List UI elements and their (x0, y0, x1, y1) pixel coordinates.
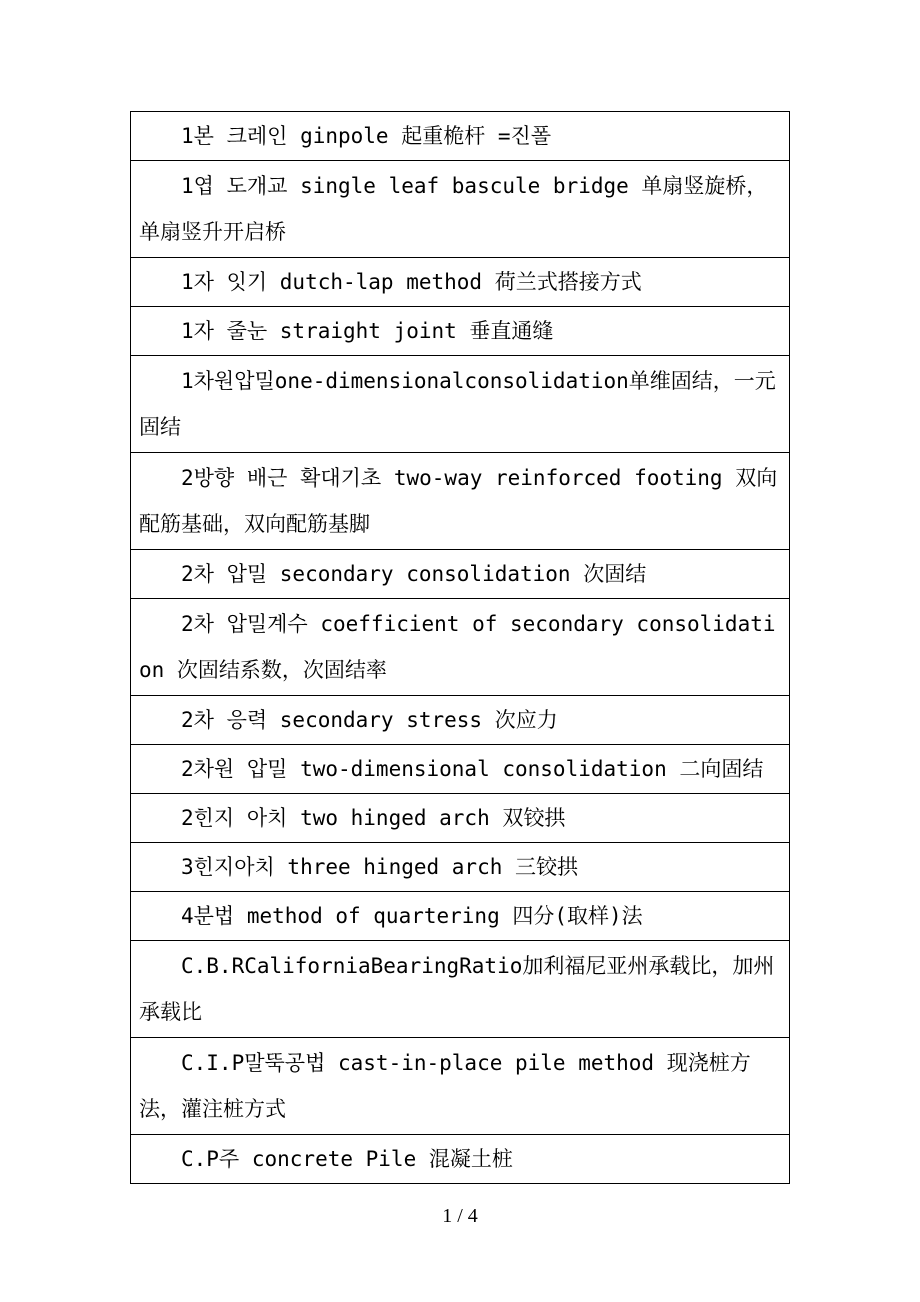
glossary-entry-cell (131, 843, 790, 892)
glossary-entry-text: 2차 압밀 secondary consolidation 次固结 (181, 562, 647, 586)
glossary-table (130, 111, 790, 1184)
glossary-entry-cell (131, 745, 790, 794)
glossary-entry-text: C.P주 concrete Pile 混凝土桩 (181, 1147, 513, 1171)
glossary-entry-text: 2방향 배근 확대기초 two-way reinforced footing 双向配筋基础，双向配筋基脚 (139, 466, 778, 536)
glossary-entry-text: 1차원압밀one-dimensionalconsolidation单维固结，一元固结 (139, 369, 776, 439)
glossary-entry-cell (131, 941, 790, 1038)
glossary-entry-cell (131, 356, 790, 453)
table-row (131, 550, 790, 599)
table-row (131, 1135, 790, 1184)
page-number: 1 / 4 (442, 1205, 478, 1227)
table-row (131, 941, 790, 1038)
glossary-entry-cell (131, 550, 790, 599)
table-row (131, 258, 790, 307)
glossary-entry-cell (131, 892, 790, 941)
table-row (131, 1038, 790, 1135)
glossary-table-body (131, 112, 790, 1184)
glossary-entry-text: 2힌지 아치 two hinged arch 双铰拱 (181, 806, 566, 830)
glossary-entry-cell (131, 1135, 790, 1184)
glossary-entry-cell (131, 794, 790, 843)
glossary-entry-text: C.I.P말뚝공법 cast-in-place pile method 现浇桩方法，灌注桩方式 (139, 1051, 751, 1121)
table-row (131, 307, 790, 356)
glossary-entry-text: 3힌지아치 three hinged arch 三铰拱 (181, 855, 579, 879)
glossary-entry-text: 2차 응력 secondary stress 次应力 (181, 708, 558, 732)
glossary-entry-cell (131, 599, 790, 696)
table-row (131, 112, 790, 161)
glossary-entry-text: C.B.RCaliforniaBearingRatio加利福尼亚州承载比，加州承载比 (139, 954, 775, 1024)
table-row (131, 356, 790, 453)
table-row (131, 794, 790, 843)
glossary-entry-text: 1본 크레인 ginpole 起重桅杆 =진폴 (181, 124, 552, 148)
table-row (131, 453, 790, 550)
glossary-entry-cell (131, 161, 790, 258)
table-row (131, 843, 790, 892)
glossary-entry-text: 2차원 압밀 two-dimensional consolidation 二向固结 (181, 757, 764, 781)
glossary-entry-text: 4분법 method of quartering 四分(取样)法 (181, 904, 643, 928)
glossary-entry-cell (131, 1038, 790, 1135)
table-row (131, 745, 790, 794)
glossary-entry-text: 1자 줄눈 straight joint 垂直通缝 (181, 319, 554, 343)
table-row (131, 161, 790, 258)
table-row (131, 892, 790, 941)
glossary-entry-text: 1자 잇기 dutch-lap method 荷兰式搭接方式 (181, 270, 642, 294)
table-row (131, 696, 790, 745)
table-row (131, 599, 790, 696)
glossary-entry-cell (131, 307, 790, 356)
glossary-entry-text: 1엽 도개교 single leaf bascule bridge 单扇竖旋桥，单扇竖升开启桥 (139, 174, 768, 244)
glossary-entry-cell (131, 696, 790, 745)
glossary-entry-text: 2차 압밀계수 coefficient of secondary consolidation 次固结系数，次固结率 (139, 612, 776, 682)
glossary-entry-cell (131, 258, 790, 307)
glossary-entry-cell (131, 112, 790, 161)
glossary-entry-cell (131, 453, 790, 550)
